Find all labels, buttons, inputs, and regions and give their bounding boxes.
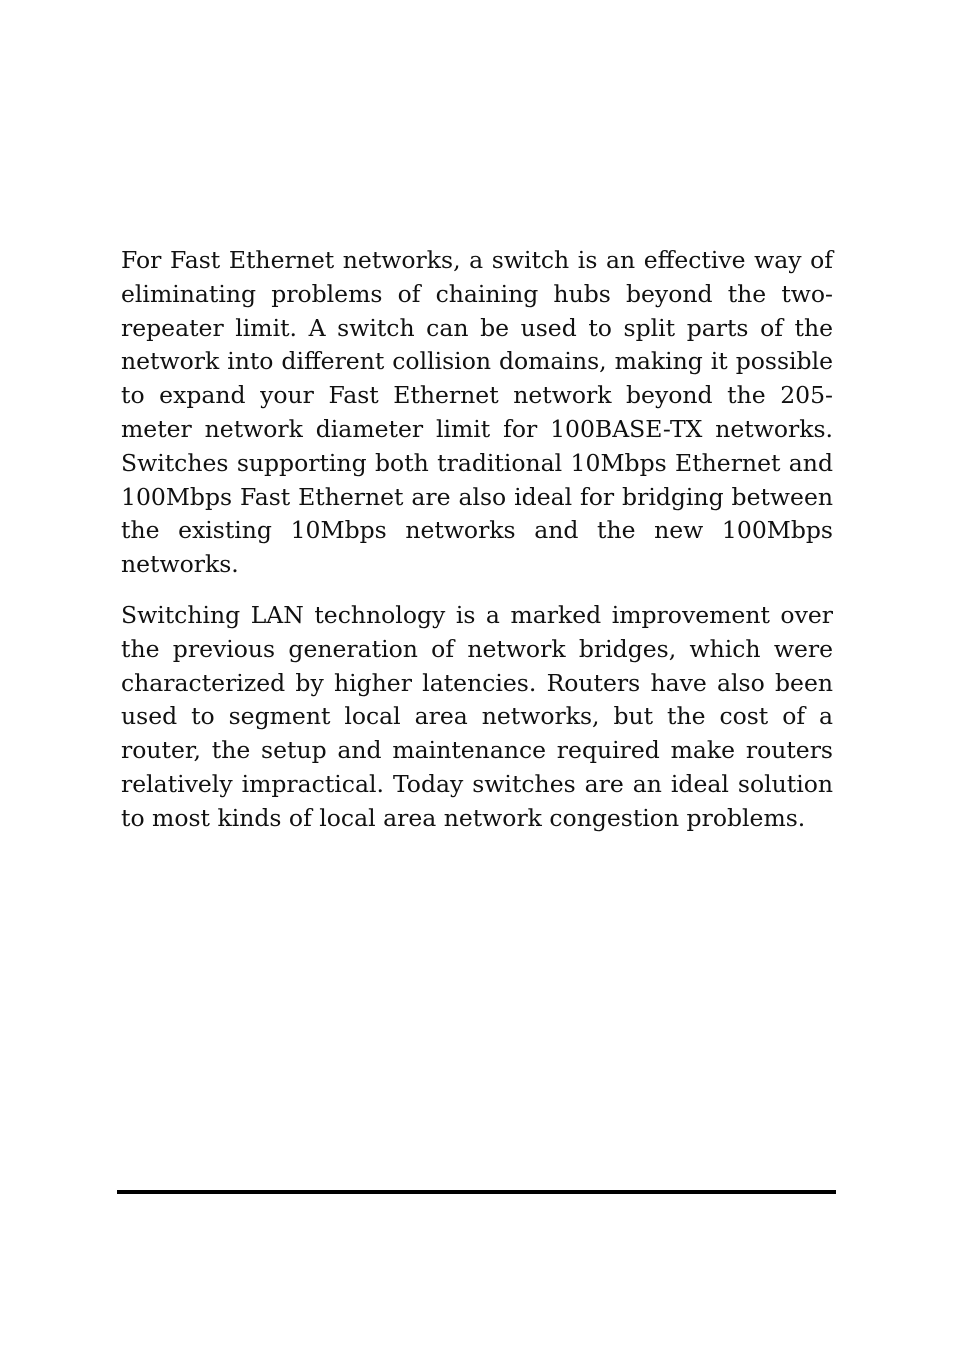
paragraph-fast-ethernet-switching: For Fast Ethernet networks, a switch is an effective way of eliminating problems of chaining hubs beyond the two-repeater limit. A switch can be used to split parts of the network into different collision domains, making it possible to expand your Fast Ethernet network beyond the 205-meter network diameter limit for 100BASE-TX networks. Switches supporting both traditional 10Mbps Ethernet and 100Mbps Fast Ethernet are also ideal for bridging between the existing 10Mbps networks and the new 100Mbps networks. <box>121 246 833 579</box>
body-text <box>121 244 833 836</box>
paragraph-switching-lan-technology: Switching LAN technology is a marked improvement over the previous generation of network bridges, which were characterized by higher latencies. Routers have also been used to segment local area networks, but the cost of a router, the setup and maintenance required make routers relatively impractical. Today switches are an ideal solution to most kinds of local area network congestion problems. <box>121 600 833 832</box>
footer-rule <box>117 1190 836 1194</box>
